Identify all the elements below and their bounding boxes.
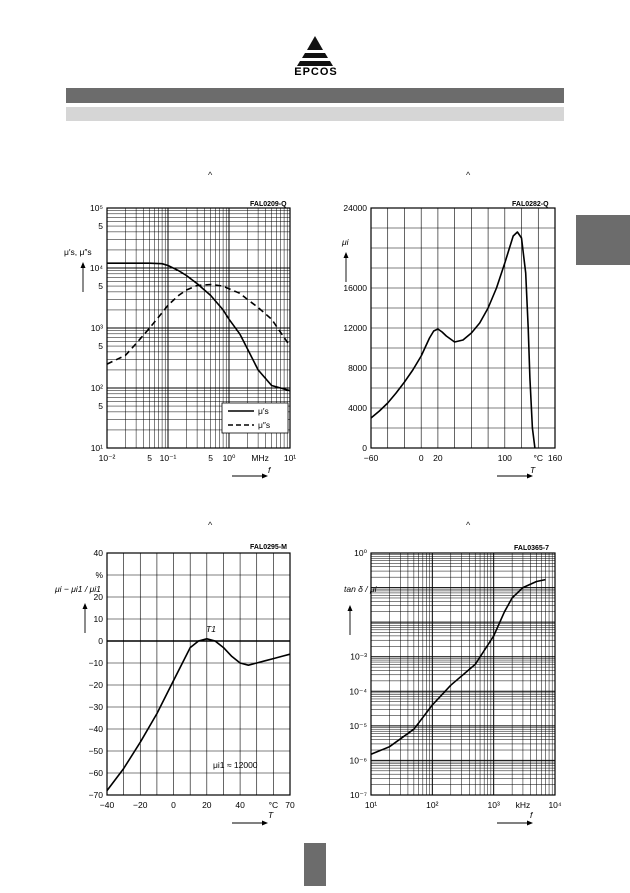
tick-label: 0 (418, 453, 424, 463)
chart1-legend-label: μ″s (258, 420, 271, 430)
chart1-legend-label: μ′s (258, 406, 269, 416)
tick-label: 10⁻³ (350, 651, 367, 662)
tick-label: 10³ (487, 800, 500, 810)
chart1-code: FAL0209-Q (250, 201, 287, 208)
chart3-annotation: μi1 ≈ 12000 (213, 760, 258, 770)
tick-label: 10⁴ (89, 263, 103, 273)
tick-label: 10⁵ (90, 203, 103, 213)
tick-label: 10³ (90, 323, 103, 333)
tick-label: 10 (93, 614, 103, 624)
tick-label: 100 (497, 453, 512, 463)
tick-label: 10⁻⁷ (349, 790, 367, 800)
tick-label: 10² (90, 383, 103, 393)
tick-label: MHz (251, 453, 269, 463)
chart4-code: FAL0365-7 (514, 545, 550, 552)
tick-label: −70 (88, 790, 103, 800)
tick-label: 16000 (343, 283, 367, 293)
tick-label: −60 (88, 768, 103, 778)
tick-label: 10⁻⁴ (349, 686, 367, 697)
tick-label: 5 (98, 401, 103, 412)
tick-label: 10⁰ (222, 453, 236, 463)
chart2-xlabel: T (530, 465, 536, 475)
tick-label: 40 (235, 800, 245, 810)
tick-label: 20 (433, 453, 443, 463)
tick-label: 4000 (348, 403, 367, 413)
caret-mark: ^ (208, 170, 213, 180)
chart2-ylabel: μi (342, 237, 349, 247)
tick-label: 10⁻⁵ (349, 720, 367, 731)
tick-label: 10⁰ (354, 548, 367, 558)
tick-label: 5 (98, 341, 103, 352)
tick-label: −60 (363, 453, 379, 463)
tick-label: 10² (426, 800, 439, 810)
chart3-xlabel: T (268, 810, 274, 820)
chart4-xlabel: f (530, 810, 533, 820)
tick-label: 10⁻² (98, 453, 116, 463)
tick-label: −10 (88, 658, 103, 668)
chart4-ylabel: tan δ / μi (344, 584, 377, 594)
caret-mark: ^ (466, 520, 471, 530)
arrow-head-icon (348, 605, 353, 611)
tick-label: 5 (147, 453, 153, 463)
tick-label: % (95, 570, 103, 580)
tick-label: 10¹ (90, 443, 103, 453)
chart3-annotation: T1 (206, 624, 216, 634)
tick-label: 70 (285, 800, 295, 810)
chart1-xlabel: f (268, 465, 271, 475)
chart2-code: FAL0282-Q (512, 201, 549, 208)
tick-label: 0 (362, 443, 367, 453)
tick-label: 40 (93, 548, 103, 558)
chart3-ylabel: μi − μi1 / μi1 (55, 584, 101, 594)
tick-label: °C (533, 453, 544, 463)
tick-label: 5 (208, 453, 214, 463)
tick-label: 5 (98, 221, 103, 232)
tick-label: 12000 (343, 323, 367, 333)
brand-name: EPCOS (294, 66, 338, 78)
tick-label: °C (268, 800, 279, 810)
caret-mark: ^ (466, 170, 471, 180)
tick-label: −30 (88, 702, 103, 712)
arrow-head-icon (527, 821, 533, 826)
tick-label: 0 (171, 800, 176, 810)
tick-label: 20 (93, 592, 103, 602)
tick-label: 10¹ (283, 453, 297, 463)
tick-label: 10⁻⁶ (349, 755, 367, 766)
tick-label: −40 (88, 724, 103, 734)
tick-label: 8000 (348, 363, 367, 373)
tick-label: −20 (88, 680, 103, 690)
tick-label: 5 (98, 281, 103, 292)
tick-label: −40 (99, 800, 115, 810)
tick-label: 20 (202, 800, 212, 810)
tick-label: 160 (547, 453, 563, 463)
tick-label: 0 (98, 636, 103, 646)
tick-label: −50 (88, 746, 103, 756)
chart3-code: FAL0295-M (250, 544, 287, 551)
chart4-grid (348, 548, 562, 826)
tick-label: 10⁻¹ (159, 453, 177, 463)
tick-label: −20 (133, 800, 148, 810)
caret-mark: ^ (208, 520, 213, 530)
tick-label: 24000 (343, 203, 367, 213)
tick-label: 10⁴ (548, 800, 562, 810)
tick-label: kHz (515, 800, 531, 810)
tick-label: 10¹ (364, 800, 378, 810)
chart1-ylabel: μ′s, μ″s (64, 247, 92, 257)
